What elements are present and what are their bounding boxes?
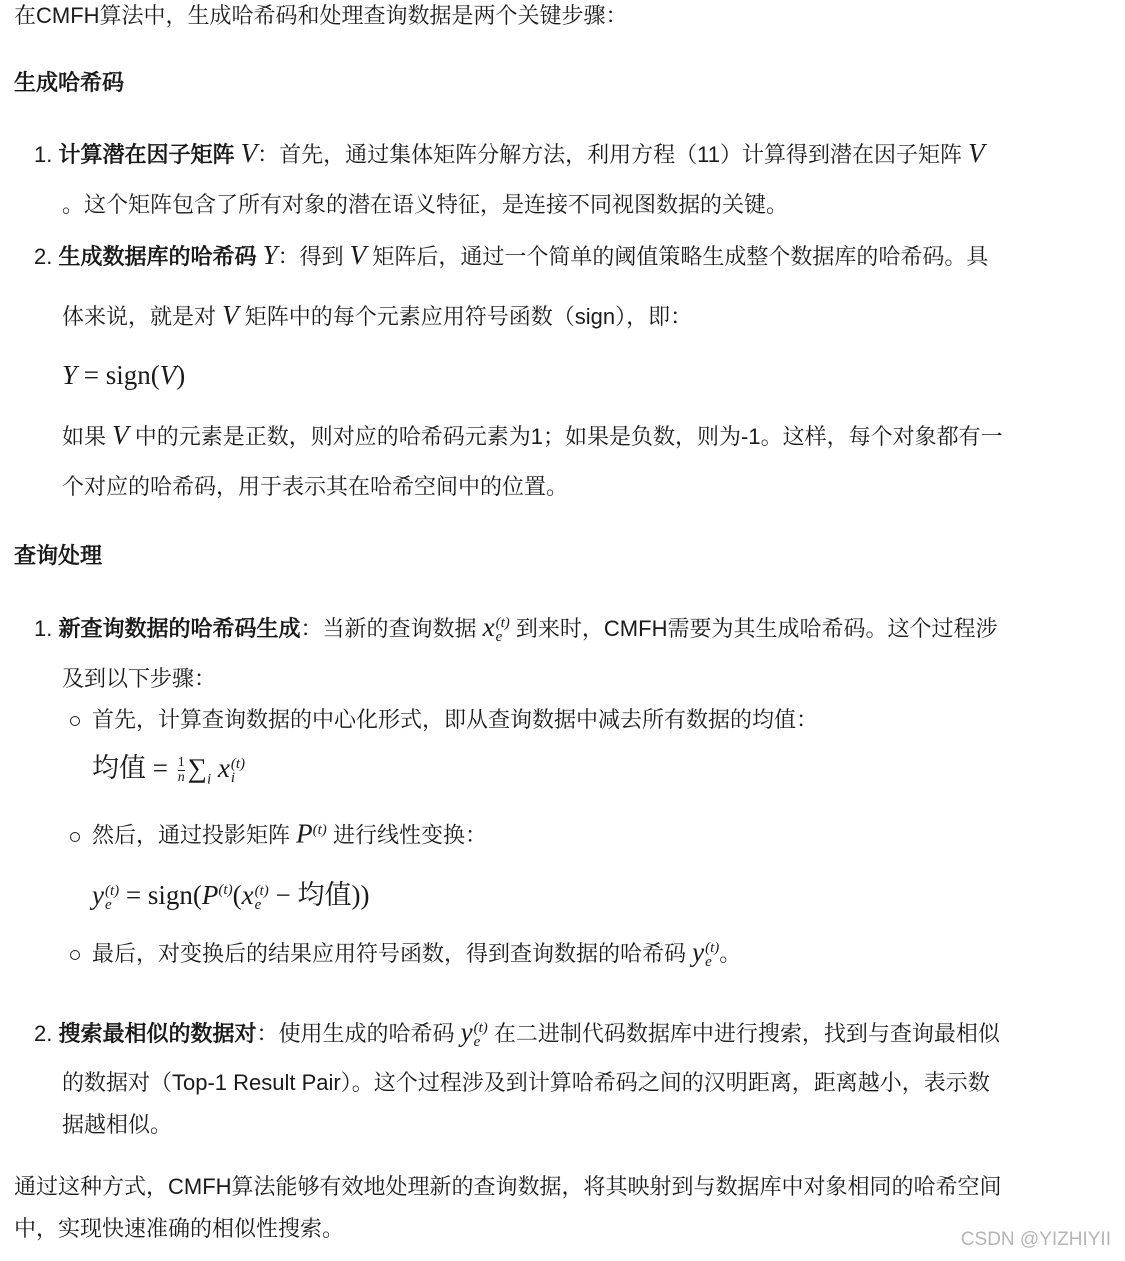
- text: 。: [719, 941, 742, 966]
- math-sub: i: [206, 771, 212, 788]
- list-item: [34, 138, 985, 170]
- sub-list-item: [70, 937, 741, 969]
- item-text-cont: 。这个矩阵包含了所有对象的潜在语义特征，是连接不同视图数据的关键。: [62, 192, 789, 217]
- item-text: 矩阵后，通过一个简单的阈值策略生成整个数据库的哈希码。具: [372, 244, 989, 269]
- math-fn: sign: [105, 360, 151, 390]
- fraction: $\frac{1}{n}$: [177, 755, 185, 786]
- item-title: 新查询数据的哈希码生成: [58, 616, 301, 641]
- math-op: ): [176, 360, 186, 390]
- sub-list-item: [70, 705, 818, 735]
- section-heading-generate-hash: 生成哈希码: [14, 70, 125, 95]
- equation-projection: y (t) e = $sign(P^{(t)}(x$ (t) e − 均值)): [92, 880, 370, 913]
- item-text: ：当新的查询数据: [300, 616, 477, 641]
- item-text: 到来时，CMFH需要为其生成哈希码。这个过程涉: [515, 616, 998, 641]
- math-var: P: [296, 818, 313, 849]
- math-y-e-t: y (t) e: [460, 1017, 488, 1050]
- equation-sign: [62, 360, 185, 390]
- item-text-cont: 的数据对（Top-1 Result Pair）。这个过程涉及到计算哈希码之间的汉明距离，距离越小，表示数: [62, 1070, 990, 1095]
- bullet-icon: [70, 832, 80, 842]
- item-number: 1.: [34, 616, 53, 641]
- item-title: 生成数据库的哈希码: [58, 244, 257, 269]
- item-title: 搜索最相似的数据对: [58, 1021, 257, 1046]
- intro-text: 在CMFH算法中，生成哈希码和处理查询数据是两个关键步骤：: [14, 3, 628, 28]
- bullet-icon: [70, 716, 80, 726]
- item-text: 在二进制代码数据库中进行搜索，找到与查询最相似: [493, 1021, 1000, 1046]
- item-title: 计算潜在因子矩阵: [58, 142, 235, 167]
- math-text: 均值: [92, 753, 146, 783]
- conclusion-line: 通过这种方式，CMFH算法能够有效地处理新的查询数据，将其映射到与数据库中对象相同的哈希空间: [14, 1174, 1002, 1199]
- math-var: V: [240, 138, 258, 168]
- text: 首先，计算查询数据的中心化形式，即从查询数据中减去所有数据的均值：: [92, 707, 819, 732]
- text: 然后，通过投影矩阵: [92, 822, 291, 848]
- watermark: CSDN @YIZHIYII: [960, 1229, 1111, 1250]
- math-var: V: [968, 138, 985, 168]
- item-number: 1.: [34, 142, 53, 167]
- math-op: =: [152, 753, 168, 783]
- math-var: V: [222, 300, 239, 330]
- equation-mean: 均值 = $\frac{1}{n}$ $\sum_i$ x (t) i: [92, 753, 246, 788]
- text: 矩阵中的每个元素应用符号函数（sign），即：: [244, 304, 693, 329]
- math-text: 均值: [297, 880, 352, 910]
- math-var: V: [159, 360, 177, 390]
- item-text: ：首先，通过集体矩阵分解方法，利用方程（11）计算得到潜在因子矩阵: [257, 142, 962, 167]
- text: 如果: [62, 424, 107, 449]
- item-text-cont: 个对应的哈希码，用于表示其在哈希空间中的位置。: [62, 474, 569, 499]
- sub-list-item: [70, 815, 487, 850]
- math-op: (: [150, 360, 160, 390]
- math-var: x: [241, 880, 254, 910]
- math-var: P: [201, 880, 219, 910]
- math-var: Y: [62, 360, 78, 390]
- math-var: y: [92, 880, 104, 910]
- list-item: [34, 612, 997, 644]
- list-item: [34, 240, 988, 272]
- text: 体来说，就是对: [62, 304, 217, 329]
- text: 进行线性变换：: [332, 822, 487, 848]
- item-text: ：得到: [277, 244, 344, 269]
- sum-symbol: ∑: [187, 753, 207, 783]
- item-text-cont: [62, 420, 1003, 452]
- math-op: =: [125, 880, 142, 910]
- item-number: 2.: [34, 1021, 53, 1046]
- math-x-e-t: x (t) e: [482, 612, 510, 645]
- item-text: ：使用生成的哈希码: [256, 1021, 455, 1046]
- text: 最后，对变换后的结果应用符号函数，得到查询数据的哈希码: [92, 941, 687, 966]
- list-item: [34, 1017, 1000, 1049]
- math-sup: (t): [312, 822, 327, 838]
- math-y-e-t: y (t) e: [692, 937, 720, 970]
- text: 中的元素是正数，则对应的哈希码元素为1；如果是负数，则为-1。这样，每个对象都有一: [134, 424, 1003, 449]
- math-op: −: [275, 880, 291, 910]
- math-var: V: [349, 240, 367, 270]
- item-number: 2.: [34, 244, 53, 269]
- math-var: V: [112, 420, 129, 450]
- item-text-cont: 据越相似。: [62, 1112, 173, 1137]
- section-heading-query: 查询处理: [14, 543, 103, 568]
- math-op: =: [83, 360, 100, 390]
- bullet-icon: [70, 950, 80, 960]
- item-text-cont: [62, 300, 692, 332]
- math-var: x: [217, 753, 230, 783]
- math-var: Y: [262, 240, 278, 270]
- conclusion-line: 中，实现快速准确的相似性搜索。: [14, 1216, 345, 1241]
- math-fn: sign: [147, 880, 193, 910]
- item-text-cont: 及到以下步骤：: [62, 666, 217, 691]
